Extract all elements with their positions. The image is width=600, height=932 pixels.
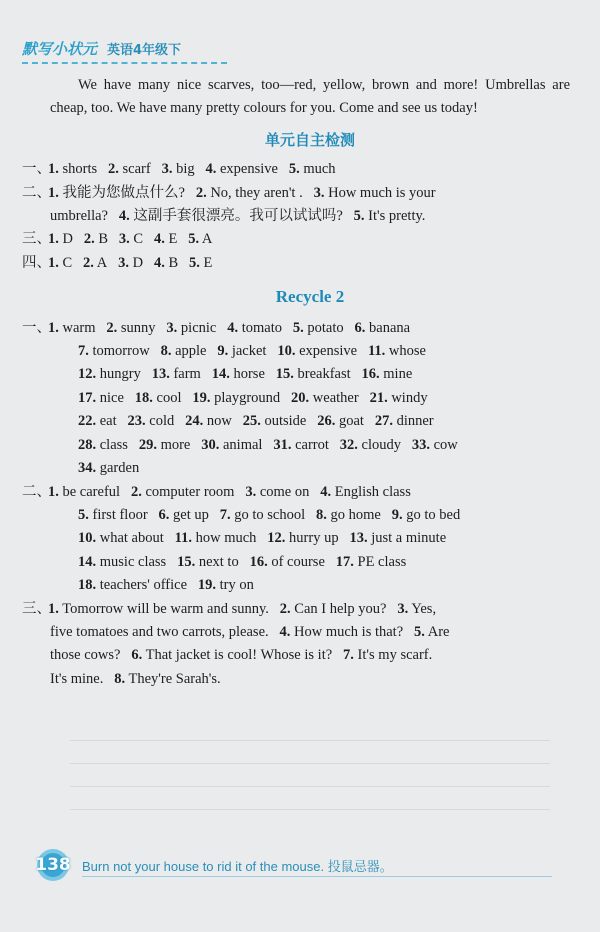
item-answer: PE class	[353, 553, 407, 570]
item-number: 23.	[127, 413, 146, 430]
item-number: 2.	[130, 483, 142, 500]
unit-section-2-line-2: umbrella? 4. 这副手套很漂亮。我可以试试吗? 5. It's pretty.	[50, 208, 426, 225]
footer-motto: Burn not your house to rid it of the mouse. 投鼠忌器。	[82, 859, 393, 874]
item-answer: whose	[385, 343, 426, 360]
item-answer: animal	[219, 436, 263, 453]
item-answer: class	[96, 436, 128, 453]
header-rule	[22, 62, 227, 64]
item-answer: apple	[171, 343, 207, 360]
item-number: 19.	[192, 389, 211, 406]
item-number: 2.	[108, 161, 119, 178]
item-answer: breakfast	[293, 366, 351, 383]
item-number: 3.	[166, 319, 178, 336]
item-answer: tomorrow	[88, 343, 150, 360]
item-number: 31.	[273, 436, 292, 453]
item-answer: outside	[260, 413, 307, 430]
item-answer: playground	[210, 389, 281, 406]
book-subtitle: 英语4年级下	[107, 42, 182, 58]
item-answer: try on	[216, 577, 254, 594]
item-answer: first floor	[88, 506, 148, 523]
item-answer: C	[129, 231, 144, 248]
item-answer: how much	[191, 530, 257, 547]
item-number: 19.	[197, 577, 217, 594]
item-answer: D	[128, 254, 144, 271]
item-number: 15.	[177, 553, 196, 570]
item-answer: go to bed	[402, 506, 461, 523]
answer-line	[50, 574, 570, 597]
item-answer: picnic	[177, 319, 217, 336]
item-number: 2.	[83, 254, 94, 271]
item-number: 3.	[118, 254, 129, 271]
item-number: 3.	[161, 161, 173, 178]
item-answer: what about	[96, 530, 164, 547]
item-answer: D	[58, 231, 73, 248]
footer-rule	[82, 876, 552, 877]
item-answer: garden	[96, 460, 140, 477]
item-answer: horse	[229, 366, 265, 383]
recycle-section-2	[22, 481, 570, 598]
item-number: 10.	[78, 530, 97, 547]
unit-section-3	[22, 228, 570, 251]
item-number: 5.	[188, 231, 200, 248]
answer-line	[50, 340, 570, 363]
item-number: 11.	[367, 343, 386, 360]
item-number: 4.	[320, 483, 332, 500]
item-number: 27.	[374, 413, 393, 430]
answer-line	[50, 387, 570, 410]
item-answer: warm	[58, 319, 96, 336]
item-answer: hurry up	[285, 530, 339, 547]
item-answer: nice	[96, 389, 124, 406]
item-number: 1.	[48, 161, 59, 178]
item-number: 14.	[78, 553, 97, 570]
item-number: 2.	[83, 231, 95, 248]
item-answer: much	[299, 161, 336, 178]
item-number: 21.	[369, 389, 388, 406]
item-number: 4.	[153, 254, 165, 271]
item-answer: scarf	[118, 161, 151, 178]
item-number: 7.	[219, 506, 231, 523]
item-answer: C	[58, 254, 73, 271]
page-number: 138	[35, 855, 71, 875]
item-number: 15.	[275, 366, 294, 383]
item-number: 13.	[151, 366, 170, 383]
item-number: 10.	[277, 343, 296, 360]
section-label: 一、	[22, 319, 51, 336]
book-brand: 默写小状元	[22, 39, 98, 58]
item-number: 5.	[189, 254, 200, 271]
item-number: 16.	[361, 366, 380, 383]
answer-line	[50, 410, 570, 433]
item-answer: hungry	[96, 366, 141, 383]
item-answer: cloudy	[357, 436, 401, 453]
item-answer: come on	[256, 483, 310, 500]
recycle-section-3: 三、1. Tomorrow will be warm and sunny. 2. Can I help you? 3. Yes, five tomatoes and two carrots, please. 4. How much is that? 5. Are those cows? 6. That jacket is cool! Whose is it? 7. It's my scarf. It's mine. 8. They're Sarah's.	[22, 600, 450, 687]
item-answer: of course	[267, 553, 325, 570]
page-header	[22, 36, 181, 60]
item-number: 12.	[78, 366, 97, 383]
item-number: 17.	[78, 389, 97, 406]
item-number: 28.	[78, 436, 97, 453]
item-answer: potato	[303, 319, 344, 336]
item-answer: A	[93, 254, 108, 271]
item-number: 1.	[48, 254, 59, 271]
answer-line	[22, 481, 570, 504]
item-answer: B	[164, 254, 179, 271]
item-number: 17.	[335, 553, 354, 570]
page-footer	[34, 848, 574, 882]
section-label: 四、	[22, 254, 51, 271]
item-number: 32.	[339, 436, 358, 453]
item-number: 5.	[288, 161, 300, 178]
item-number: 6.	[354, 319, 366, 336]
answer-line	[50, 527, 570, 550]
item-answer: eat	[96, 413, 117, 430]
item-answer: sunny	[117, 319, 156, 336]
item-number: 1.	[48, 319, 59, 336]
item-number: 25.	[242, 413, 261, 430]
item-number: 4.	[227, 319, 239, 336]
item-number: 16.	[249, 553, 268, 570]
item-number: 5.	[78, 506, 89, 523]
section-label: 一、	[22, 161, 51, 178]
item-answer: cow	[429, 436, 458, 453]
item-answer: weather	[309, 389, 359, 406]
item-number: 1.	[48, 231, 59, 248]
item-number: 6.	[158, 506, 170, 523]
answer-line	[50, 504, 570, 527]
item-answer: go to school	[230, 506, 306, 523]
item-answer: tomato	[238, 319, 283, 336]
item-answer: English class	[331, 483, 411, 500]
item-answer: windy	[387, 389, 428, 406]
answer-line	[50, 363, 570, 386]
item-answer: E	[199, 254, 213, 271]
item-answer: cool	[152, 389, 182, 406]
item-number: 12.	[267, 530, 286, 547]
item-answer: computer room	[141, 483, 235, 500]
item-number: 18.	[78, 577, 97, 594]
item-answer: next to	[195, 553, 239, 570]
answer-line	[50, 457, 570, 480]
unit-section-2-line-1: 二、1. 我能为您做点什么? 2. No, they aren't . 3. How much is your	[22, 184, 436, 201]
bleed-through-texture	[70, 740, 550, 830]
item-number: 7.	[78, 343, 89, 360]
item-number: 9.	[391, 506, 403, 523]
unit-section-1	[22, 158, 570, 181]
item-number: 24.	[185, 413, 204, 430]
answer-line	[50, 551, 570, 574]
item-number: 3.	[118, 231, 130, 248]
answer-line	[50, 434, 570, 457]
answer-line	[22, 317, 570, 340]
item-number: 11.	[174, 530, 192, 547]
item-answer: carrot	[291, 436, 329, 453]
item-answer: more	[156, 436, 191, 453]
item-number: 29.	[138, 436, 157, 453]
recycle-section-1	[22, 317, 570, 481]
item-answer: mine	[379, 366, 413, 383]
item-answer: big	[172, 161, 195, 178]
intro-paragraph: We have many nice scarves, too—red, yellow, brown and more! Umbrellas are cheap, too. We have many pretty colours for you. Come and see us today!	[50, 77, 571, 117]
section-label: 二、	[22, 483, 51, 500]
recycle-title: Recycle 2	[275, 287, 345, 307]
item-number: 30.	[201, 436, 220, 453]
unit-test-title: 单元自主检测	[264, 130, 355, 149]
item-number: 18.	[134, 389, 153, 406]
item-number: 4.	[205, 161, 217, 178]
answer-content	[22, 74, 571, 691]
item-answer: A	[199, 231, 213, 248]
item-answer: shorts	[58, 161, 98, 178]
item-answer: dinner	[392, 413, 434, 430]
item-number: 1.	[48, 483, 59, 500]
item-answer: be careful	[58, 483, 121, 500]
item-answer: go home	[326, 506, 381, 523]
item-answer: farm	[169, 366, 201, 383]
item-answer: just a minute	[367, 530, 447, 547]
item-answer: expensive	[295, 343, 358, 360]
item-answer: B	[94, 231, 109, 248]
item-number: 8.	[316, 506, 327, 523]
item-answer: jacket	[228, 343, 267, 360]
item-answer: cold	[145, 413, 175, 430]
item-answer: now	[203, 413, 232, 430]
item-number: 8.	[160, 343, 172, 360]
item-number: 22.	[78, 413, 97, 430]
item-answer: expensive	[216, 161, 278, 178]
item-answer: get up	[169, 506, 209, 523]
item-number: 14.	[211, 366, 230, 383]
item-number: 33.	[411, 436, 430, 453]
unit-section-4	[22, 252, 570, 275]
page-number-badge	[34, 848, 72, 882]
item-answer: teachers' office	[96, 577, 188, 594]
item-answer: E	[164, 231, 178, 248]
item-number: 4.	[153, 231, 165, 248]
item-answer: banana	[365, 319, 411, 336]
item-number: 20.	[291, 389, 310, 406]
item-number: 13.	[349, 530, 368, 547]
item-number: 9.	[217, 343, 229, 360]
section-label: 三、	[22, 231, 51, 248]
item-number: 34.	[78, 460, 97, 477]
item-answer: goat	[335, 413, 364, 430]
item-number: 3.	[245, 483, 257, 500]
item-number: 2.	[106, 319, 118, 336]
item-number: 26.	[317, 413, 336, 430]
item-number: 5.	[292, 319, 304, 336]
item-answer: music class	[96, 553, 167, 570]
